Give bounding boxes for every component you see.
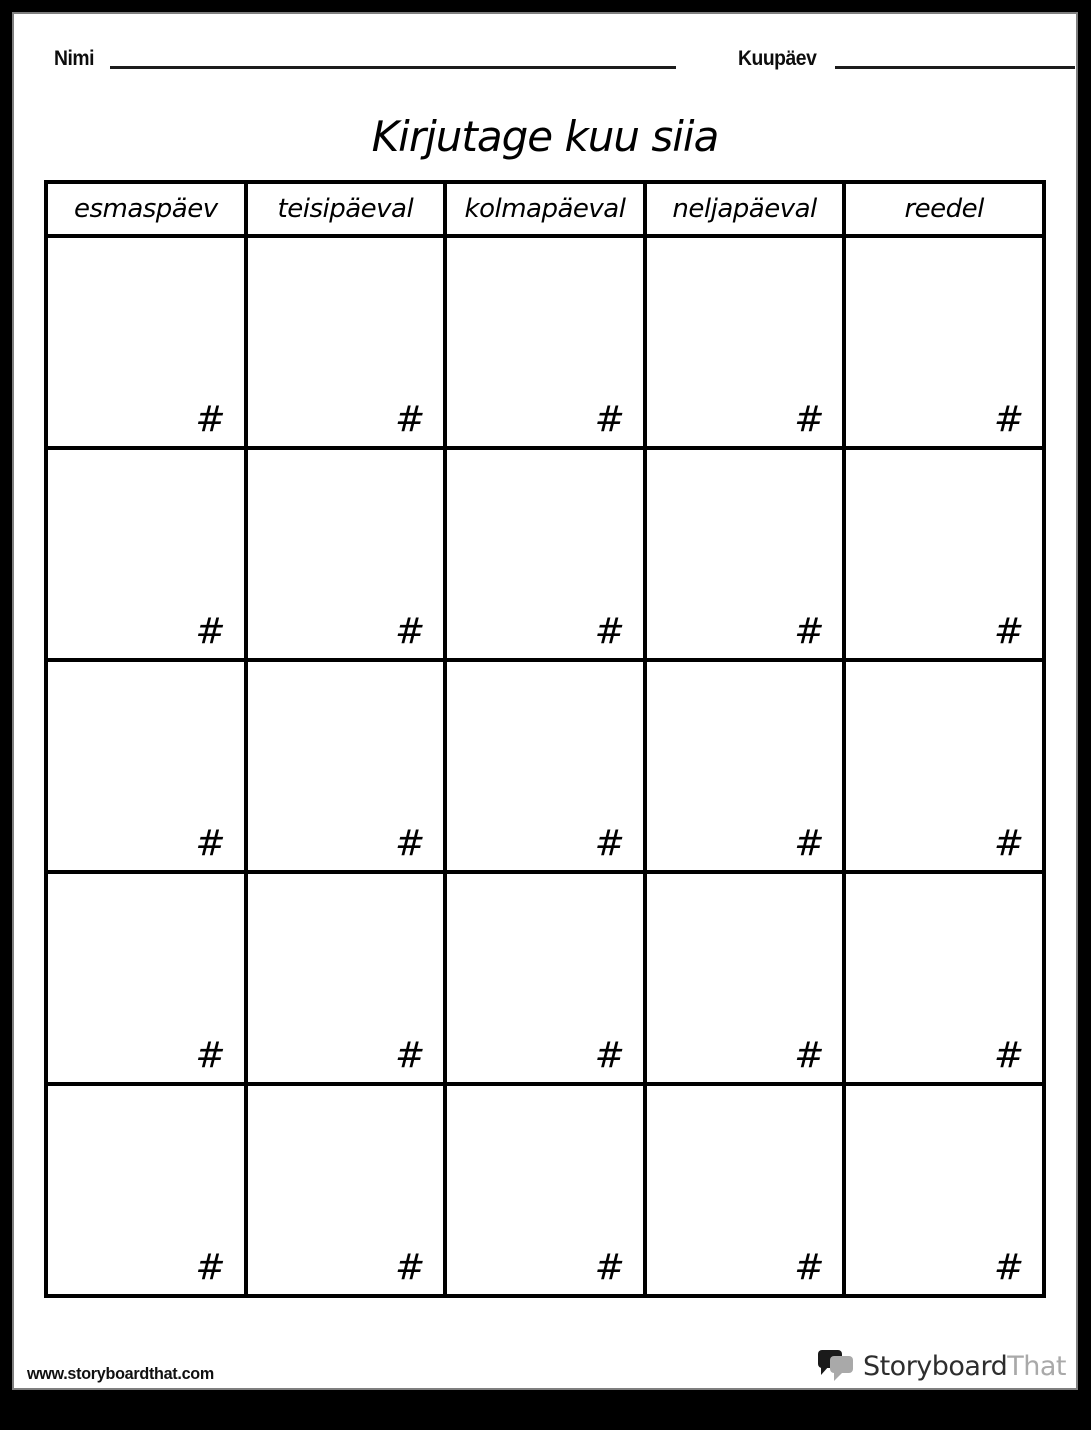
calendar-row bbox=[46, 1084, 1044, 1296]
calendar-cell bbox=[645, 1084, 845, 1296]
cell-number-placeholder: # bbox=[993, 823, 1024, 864]
calendar-row bbox=[46, 236, 1044, 448]
cell-number-placeholder: # bbox=[794, 1035, 825, 1076]
calendar-cell bbox=[46, 1084, 246, 1296]
calendar-cell bbox=[645, 236, 845, 448]
cell-number-placeholder: # bbox=[993, 1035, 1024, 1076]
calendar-cell bbox=[445, 660, 645, 872]
calendar-cell bbox=[46, 872, 246, 1084]
cell-number-placeholder: # bbox=[594, 823, 625, 864]
worksheet-title: Kirjutage kuu siia bbox=[371, 112, 719, 161]
name-label: Nimi bbox=[54, 47, 95, 70]
logo-text-primary: Storyboard bbox=[862, 1350, 1008, 1382]
cell-number-placeholder: # bbox=[594, 1247, 625, 1288]
calendar-cell bbox=[645, 660, 845, 872]
footer-website-url: www.storyboardthat.com bbox=[27, 1364, 214, 1383]
header-tuesday bbox=[246, 182, 446, 236]
calendar-cell bbox=[46, 236, 246, 448]
cell-number-placeholder: # bbox=[594, 1035, 625, 1076]
cell-number-placeholder: # bbox=[993, 399, 1024, 440]
calendar-cell bbox=[246, 660, 446, 872]
calendar-cell bbox=[445, 236, 645, 448]
header-tuesday-label: teisipäeval bbox=[277, 194, 414, 224]
date-label: Kuupäev bbox=[738, 47, 817, 70]
cell-number-placeholder: # bbox=[395, 1247, 426, 1288]
cell-number-placeholder: # bbox=[395, 399, 426, 440]
calendar-cell bbox=[844, 872, 1044, 1084]
calendar-cell bbox=[844, 660, 1044, 872]
calendar-row bbox=[46, 872, 1044, 1084]
date-field bbox=[738, 48, 1075, 69]
cell-number-placeholder: # bbox=[794, 399, 825, 440]
cell-number-placeholder: # bbox=[395, 611, 426, 652]
storyboardthat-logo bbox=[816, 1348, 1066, 1384]
cell-number-placeholder: # bbox=[195, 399, 226, 440]
calendar-cell bbox=[246, 872, 446, 1084]
calendar-cell bbox=[844, 448, 1044, 660]
calendar-header-row bbox=[46, 182, 1044, 236]
cell-number-placeholder: # bbox=[195, 1247, 226, 1288]
calendar-table-container bbox=[44, 180, 1046, 1298]
cell-number-placeholder: # bbox=[794, 1247, 825, 1288]
calendar-cell bbox=[844, 236, 1044, 448]
header-thursday bbox=[645, 182, 845, 236]
cell-number-placeholder: # bbox=[794, 611, 825, 652]
cell-number-placeholder: # bbox=[993, 611, 1024, 652]
calendar-cell bbox=[246, 448, 446, 660]
cell-number-placeholder: # bbox=[195, 1035, 226, 1076]
name-fill-line bbox=[110, 66, 676, 69]
cell-number-placeholder: # bbox=[395, 1035, 426, 1076]
calendar-row bbox=[46, 660, 1044, 872]
calendar-cell bbox=[445, 1084, 645, 1296]
calendar-cell bbox=[246, 236, 446, 448]
calendar-cell bbox=[645, 872, 845, 1084]
header-monday bbox=[46, 182, 246, 236]
cell-number-placeholder: # bbox=[993, 1247, 1024, 1288]
header-monday-label: esmaspäev bbox=[73, 194, 218, 224]
logo-wordmark bbox=[862, 1350, 1066, 1382]
cell-number-placeholder: # bbox=[794, 823, 825, 864]
name-field bbox=[54, 48, 676, 69]
date-fill-line bbox=[835, 66, 1075, 69]
header-friday-label: reedel bbox=[904, 194, 984, 224]
header-wednesday-label: kolmapäeval bbox=[464, 194, 626, 224]
calendar-cell bbox=[46, 448, 246, 660]
calendar-cell bbox=[445, 872, 645, 1084]
worksheet-page bbox=[12, 12, 1078, 1390]
cell-number-placeholder: # bbox=[395, 823, 426, 864]
cell-number-placeholder: # bbox=[195, 823, 226, 864]
calendar-row bbox=[46, 448, 1044, 660]
cell-number-placeholder: # bbox=[594, 611, 625, 652]
calendar-header bbox=[46, 182, 1044, 236]
calendar-cell bbox=[46, 660, 246, 872]
header-thursday-label: neljapäeval bbox=[672, 194, 817, 224]
logo-text-secondary: That bbox=[1007, 1350, 1066, 1382]
calendar-cell bbox=[844, 1084, 1044, 1296]
cell-number-placeholder: # bbox=[195, 611, 226, 652]
calendar-body bbox=[46, 236, 1044, 1296]
calendar-cell bbox=[246, 1084, 446, 1296]
calendar-table bbox=[44, 180, 1046, 1298]
calendar-cell bbox=[645, 448, 845, 660]
calendar-cell bbox=[445, 448, 645, 660]
cell-number-placeholder: # bbox=[594, 399, 625, 440]
header-friday bbox=[844, 182, 1044, 236]
speech-bubbles-icon bbox=[816, 1348, 856, 1384]
header-wednesday bbox=[445, 182, 645, 236]
